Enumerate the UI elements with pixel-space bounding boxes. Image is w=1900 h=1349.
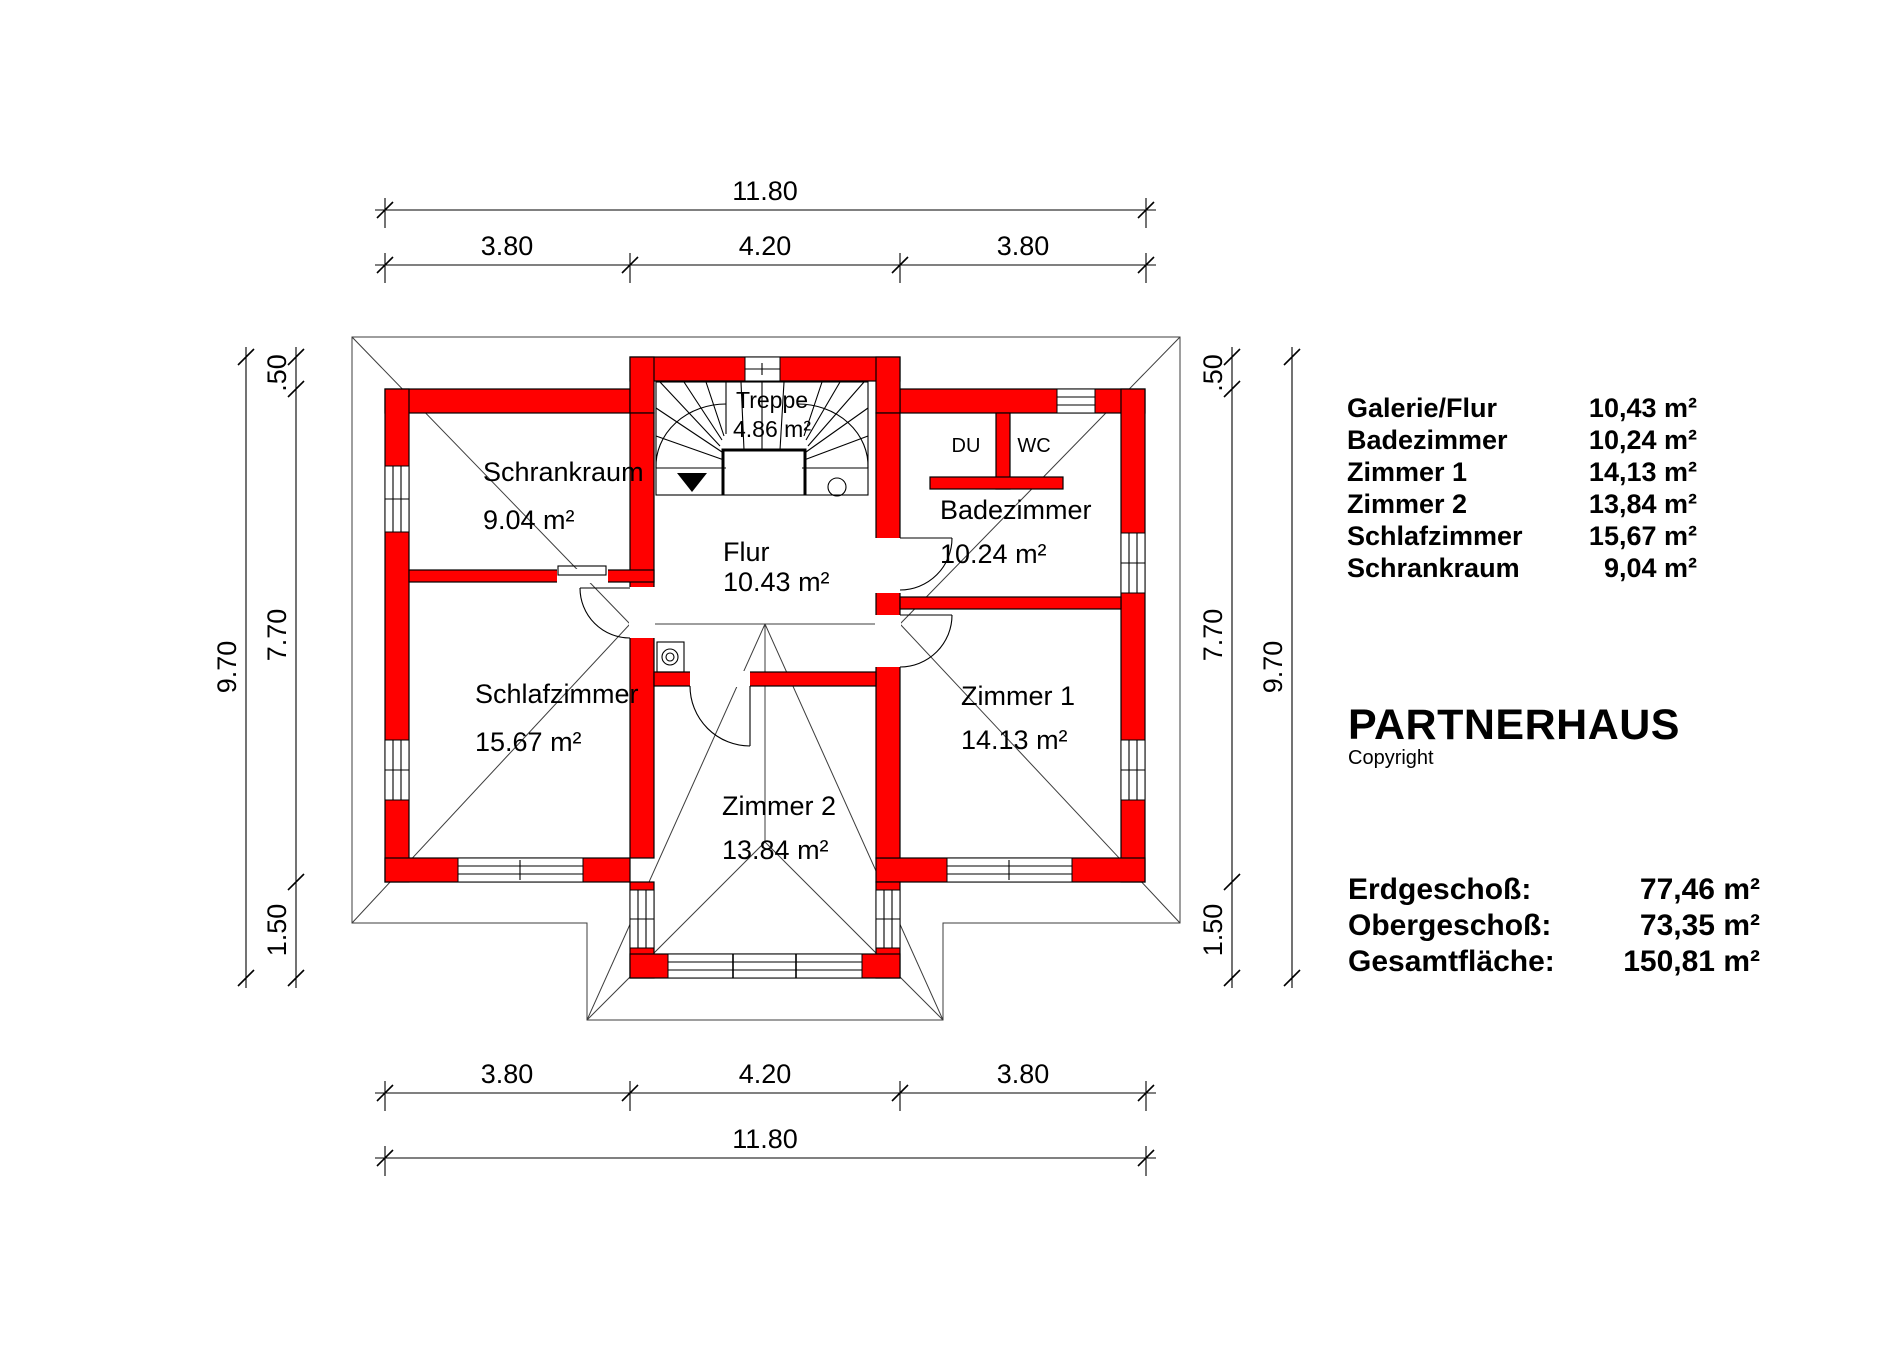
legend-row bbox=[1347, 456, 1697, 488]
legend-room-area: 15,67 m² bbox=[1588, 521, 1697, 551]
dim-right-lower: 1.50 bbox=[1198, 903, 1228, 957]
label-schrankraum: Schrankraum bbox=[483, 457, 644, 487]
totals-value: 73,35 m² bbox=[1639, 909, 1760, 942]
window-left-schlafzimmer bbox=[385, 740, 409, 800]
window-bay-bottom bbox=[668, 954, 862, 978]
dim-bottom-total: 11.80 bbox=[732, 1124, 798, 1154]
brand-copyright: Copyright bbox=[1348, 747, 1434, 769]
legend-row bbox=[1347, 552, 1697, 584]
legend-room-name: Zimmer 1 bbox=[1347, 457, 1468, 487]
window-bay-left bbox=[630, 890, 654, 948]
totals-value: 150,81 m² bbox=[1623, 945, 1760, 978]
legend-row bbox=[1347, 520, 1697, 552]
dim-right-mid: 7.70 bbox=[1198, 608, 1228, 662]
totals-label: Erdgeschoß: bbox=[1348, 873, 1532, 906]
brand-title: PARTNERHAUS bbox=[1348, 701, 1680, 749]
label-schrankraum-area: 9.04 m² bbox=[483, 505, 575, 535]
dim-left-mid: 7.70 bbox=[262, 608, 292, 662]
chimney bbox=[657, 642, 684, 672]
legend-room-area: 13,84 m² bbox=[1588, 489, 1697, 519]
label-zimmer1-area: 14.13 m² bbox=[961, 725, 1068, 755]
window-top-treppe bbox=[745, 357, 780, 381]
label-schlafzimmer-area: 15.67 m² bbox=[475, 727, 582, 757]
totals-label: Obergeschoß: bbox=[1348, 909, 1552, 942]
totals-label: Gesamtfläche: bbox=[1348, 945, 1555, 978]
window-top-wc bbox=[1057, 389, 1095, 413]
label-schlafzimmer: Schlafzimmer bbox=[475, 679, 639, 709]
door-schlafzimmer bbox=[580, 587, 655, 638]
window-bottom-zimmer1 bbox=[947, 858, 1072, 882]
dim-bottom-mid: 4.20 bbox=[738, 1059, 792, 1089]
legend-row bbox=[1347, 392, 1697, 424]
label-zimmer2: Zimmer 2 bbox=[722, 791, 836, 821]
door-zimmer1 bbox=[875, 615, 952, 667]
dim-right-upper: .50 bbox=[1198, 354, 1228, 392]
window-right-zimmer1 bbox=[1121, 740, 1145, 800]
door-zimmer2 bbox=[690, 671, 750, 746]
window-left-schrankraum bbox=[385, 466, 409, 532]
legend-room-area: 14,13 m² bbox=[1588, 457, 1697, 487]
label-badezimmer: Badezimmer bbox=[940, 495, 1092, 525]
dim-top-right: 3.80 bbox=[996, 231, 1050, 261]
label-zimmer2-area: 13.84 m² bbox=[722, 835, 829, 865]
dim-left-total: 9.70 bbox=[212, 640, 242, 694]
door-schrankraum bbox=[557, 566, 608, 583]
legend-room-name: Galerie/Flur bbox=[1347, 393, 1498, 423]
legend-row bbox=[1347, 424, 1697, 456]
legend-room-name: Badezimmer bbox=[1347, 425, 1508, 455]
label-wc: WC bbox=[1017, 435, 1051, 457]
totals-row bbox=[1348, 872, 1760, 908]
dim-top-total: 11.80 bbox=[732, 176, 798, 206]
totals-row bbox=[1348, 908, 1760, 944]
legend-room-name: Schlafzimmer bbox=[1347, 521, 1523, 551]
legend-room-name: Zimmer 2 bbox=[1347, 489, 1468, 519]
stair-newel-circle bbox=[828, 478, 846, 496]
brand-block bbox=[1348, 701, 1680, 769]
label-badezimmer-area: 10.24 m² bbox=[940, 539, 1047, 569]
totals-row bbox=[1348, 944, 1760, 980]
legend-room-area: 10,24 m² bbox=[1588, 425, 1697, 455]
label-flur: Flur bbox=[723, 537, 770, 567]
dim-left-lower: 1.50 bbox=[262, 903, 292, 957]
label-treppe-area: 4.86 m² bbox=[733, 416, 811, 442]
legend-room-area: 9,04 m² bbox=[1603, 553, 1697, 583]
label-treppe: Treppe bbox=[736, 387, 809, 413]
dim-right-total: 9.70 bbox=[1258, 640, 1288, 694]
window-bottom-schlafzimmer bbox=[458, 858, 583, 882]
legend-row bbox=[1347, 488, 1697, 520]
legend-room-area: 10,43 m² bbox=[1588, 393, 1697, 423]
room-area-legend bbox=[1347, 392, 1697, 584]
dim-bottom-right: 3.80 bbox=[996, 1059, 1050, 1089]
label-flur-area: 10.43 m² bbox=[723, 567, 830, 597]
label-du: DU bbox=[951, 435, 981, 457]
totals-value: 77,46 m² bbox=[1639, 873, 1760, 906]
dim-top-left: 3.80 bbox=[480, 231, 534, 261]
label-zimmer1: Zimmer 1 bbox=[961, 681, 1075, 711]
floor-totals bbox=[1348, 872, 1760, 980]
legend-room-name: Schrankraum bbox=[1347, 553, 1520, 583]
dim-bottom-left: 3.80 bbox=[480, 1059, 534, 1089]
stairwell-void bbox=[723, 450, 805, 495]
window-bay-right bbox=[876, 890, 900, 948]
dim-left-upper: .50 bbox=[262, 354, 292, 392]
window-right-badezimmer bbox=[1121, 533, 1145, 593]
dim-top-mid: 4.20 bbox=[738, 231, 792, 261]
stair-direction-arrow bbox=[677, 473, 707, 492]
